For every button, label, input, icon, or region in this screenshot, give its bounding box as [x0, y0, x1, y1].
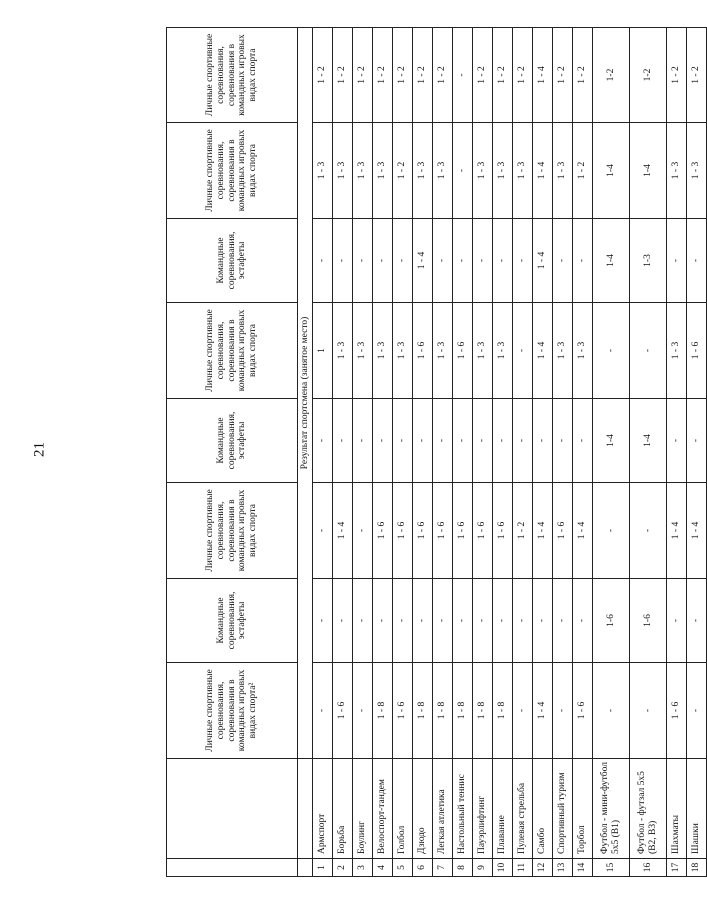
result-cell: 1 - 4: [333, 483, 353, 579]
result-cell: -: [553, 579, 573, 663]
table-row: [313, 28, 333, 877]
result-cell: 1 - 2: [413, 28, 433, 123]
row-number: 15: [593, 859, 630, 877]
result-cell: -: [433, 579, 453, 663]
result-cell: -: [573, 219, 593, 303]
row-number: 17: [667, 859, 687, 877]
sport-name: Шахматы: [667, 759, 687, 859]
result-cell: 1 - 4: [533, 123, 553, 219]
table-row: [413, 28, 433, 877]
result-cell: 1 - 8: [413, 663, 433, 759]
table-row: [453, 28, 473, 877]
result-cell: 1 - 3: [433, 303, 453, 399]
result-cell: 1 - 6: [413, 483, 433, 579]
table-row: [373, 28, 393, 877]
sport-name: Пулевая стрельба: [513, 759, 533, 859]
row-number: 8: [453, 859, 473, 877]
result-cell: -: [667, 579, 687, 663]
result-cell: 1 - 6: [473, 483, 493, 579]
row-number: 12: [533, 859, 553, 877]
result-cell: 1 - 3: [553, 303, 573, 399]
result-cell: -: [687, 579, 707, 663]
result-cell: 1 - 2: [313, 28, 333, 123]
table-row: [433, 28, 453, 877]
result-cell: -: [473, 579, 493, 663]
result-cell: 1-6: [630, 579, 667, 663]
result-cell: -: [333, 579, 353, 663]
header-num: [167, 859, 298, 877]
result-cell: 1 - 2: [393, 28, 413, 123]
row-number: 7: [433, 859, 453, 877]
result-cell: -: [493, 219, 513, 303]
result-cell: 1-3: [630, 219, 667, 303]
result-cell: -: [573, 399, 593, 483]
table-row: [493, 28, 513, 877]
result-cell: 1 - 4: [533, 483, 553, 579]
result-cell: 1 - 3: [493, 303, 513, 399]
results-table-rotated: [166, 28, 702, 877]
result-cell: 1: [313, 303, 333, 399]
table-row: [573, 28, 593, 877]
table-body: [313, 28, 707, 877]
row-number: 18: [687, 859, 707, 877]
result-cell: 1 - 6: [433, 483, 453, 579]
result-cell: -: [667, 219, 687, 303]
result-cell: -: [667, 399, 687, 483]
result-cell: 1 - 2: [353, 28, 373, 123]
result-cell: -: [573, 579, 593, 663]
result-cell: 1 - 6: [553, 483, 573, 579]
result-cell: -: [373, 579, 393, 663]
result-cell: -: [453, 123, 473, 219]
result-cell: 1 - 3: [553, 123, 573, 219]
result-cell: 1-4: [593, 219, 630, 303]
table-row: [593, 28, 630, 877]
table-subheader-row: [298, 28, 313, 877]
result-cell: 1 - 2: [473, 28, 493, 123]
result-cell: -: [687, 399, 707, 483]
result-cell: 1 - 2: [553, 28, 573, 123]
result-cell: 1 - 3: [333, 123, 353, 219]
result-cell: 1 - 4: [533, 303, 553, 399]
result-cell: 1 - 8: [493, 663, 513, 759]
result-cell: 1 - 3: [473, 303, 493, 399]
result-cell: -: [593, 303, 630, 399]
result-cell: 1 - 2: [513, 483, 533, 579]
result-cell: -: [333, 219, 353, 303]
result-cell: -: [553, 663, 573, 759]
result-cell: 1 - 6: [687, 303, 707, 399]
table-row: [393, 28, 413, 877]
sport-name: Самбо: [533, 759, 553, 859]
result-cell: 1 - 3: [573, 303, 593, 399]
result-cell: -: [453, 28, 473, 123]
result-cell: 1 - 8: [453, 663, 473, 759]
result-cell: 1 - 2: [573, 28, 593, 123]
result-cell: 1 - 8: [433, 663, 453, 759]
sport-name: Борьба: [333, 759, 353, 859]
result-cell: -: [630, 483, 667, 579]
result-cell: 1 - 4: [667, 483, 687, 579]
table-row: [630, 28, 667, 877]
result-cell: 1 - 3: [473, 123, 493, 219]
result-cell: -: [393, 399, 413, 483]
result-cell: 1 - 8: [373, 663, 393, 759]
row-number: 6: [413, 859, 433, 877]
result-cell: -: [313, 483, 333, 579]
result-cell: 1 - 3: [373, 123, 393, 219]
result-cell: 1 - 6: [453, 303, 473, 399]
result-cell: 1 - 4: [533, 28, 553, 123]
result-cell: -: [533, 579, 553, 663]
result-cell: 1-4: [593, 123, 630, 219]
header-team-1: Командные соревнования, эстафеты: [167, 579, 298, 663]
result-cell: 1 - 4: [533, 663, 553, 759]
result-cell: -: [373, 219, 393, 303]
result-cell: -: [493, 399, 513, 483]
result-cell: 1 - 6: [393, 483, 413, 579]
row-number: 1: [313, 859, 333, 877]
header-team-3: Командные соревнования, эстафеты: [167, 219, 298, 303]
result-cell: -: [593, 663, 630, 759]
result-cell: -: [453, 399, 473, 483]
result-cell: 1 - 6: [573, 663, 593, 759]
result-cell: -: [313, 219, 333, 303]
result-cell: -: [433, 399, 453, 483]
result-cell: 1 - 2: [513, 28, 533, 123]
result-cell: 1 - 6: [493, 483, 513, 579]
header-sport: [167, 759, 298, 859]
table-row: [553, 28, 573, 877]
row-number: 9: [473, 859, 493, 877]
result-cell: -: [687, 663, 707, 759]
result-cell: 1 - 3: [687, 123, 707, 219]
result-cell: -: [373, 399, 393, 483]
result-cell: 1 - 3: [393, 303, 413, 399]
row-number: 13: [553, 859, 573, 877]
result-cell: 1 - 8: [473, 663, 493, 759]
result-cell: 1 - 4: [533, 219, 553, 303]
table-header-row: [167, 28, 298, 877]
result-cell: -: [313, 663, 333, 759]
result-cell: -: [353, 579, 373, 663]
result-cell: -: [393, 219, 413, 303]
result-cell: -: [473, 219, 493, 303]
result-cell: -: [687, 219, 707, 303]
result-cell: -: [353, 399, 373, 483]
result-cell: 1 - 4: [573, 483, 593, 579]
result-cell: -: [413, 399, 433, 483]
result-cell: -: [630, 663, 667, 759]
result-cell: -: [353, 219, 373, 303]
result-cell: 1 - 3: [353, 303, 373, 399]
result-cell: -: [513, 219, 533, 303]
result-cell: -: [513, 663, 533, 759]
result-cell: 1 - 4: [413, 219, 433, 303]
sport-name: Футбол - мини-футбол 5x5 (В1): [593, 759, 630, 859]
result-cell: 1 - 6: [393, 663, 413, 759]
result-cell: 1 - 3: [667, 303, 687, 399]
header-personal-3: Личные спортивные соревнования, соревнования в командных игровых видах спорта: [167, 303, 298, 399]
result-cell: -: [473, 399, 493, 483]
result-cell: 1 - 3: [313, 123, 333, 219]
result-cell: 1 - 3: [333, 303, 353, 399]
result-cell: 1 - 4: [687, 483, 707, 579]
sport-name: Дзюдо: [413, 759, 433, 859]
result-cell: -: [393, 579, 413, 663]
result-cell: -: [413, 579, 433, 663]
result-cell: 1-4: [630, 399, 667, 483]
result-cell: 1 - 6: [333, 663, 353, 759]
table-row: [687, 28, 707, 877]
result-cell: -: [630, 303, 667, 399]
sport-name: Голбол: [393, 759, 413, 859]
result-cell: -: [493, 579, 513, 663]
sport-name: Торбол: [573, 759, 593, 859]
result-cell: 1 - 3: [353, 123, 373, 219]
sport-name: Футбол - футзал 5x5 (В2, В3): [630, 759, 667, 859]
sport-name: Пауэрлифтинг: [473, 759, 493, 859]
row-number: 11: [513, 859, 533, 877]
result-cell: 1 - 3: [433, 123, 453, 219]
result-cell: 1 - 2: [433, 28, 453, 123]
result-cell: -: [513, 303, 533, 399]
result-cell: 1-2: [593, 28, 630, 123]
table-row: [513, 28, 533, 877]
table-row: [473, 28, 493, 877]
result-cell: -: [553, 219, 573, 303]
subhead-spacer: [298, 859, 313, 877]
row-number: 5: [393, 859, 413, 877]
result-cell: -: [533, 399, 553, 483]
result-cell: 1-4: [593, 399, 630, 483]
result-cell: -: [553, 399, 573, 483]
result-cell: 1 - 6: [667, 663, 687, 759]
result-cell: 1 - 3: [513, 123, 533, 219]
row-number: 2: [333, 859, 353, 877]
result-cell: -: [513, 579, 533, 663]
row-number: 10: [493, 859, 513, 877]
sport-name: Легкая атлетика: [433, 759, 453, 859]
result-cell: -: [313, 399, 333, 483]
sport-name: Шашки: [687, 759, 707, 859]
result-cell: 1 - 6: [373, 483, 393, 579]
header-personal-2: Личные спортивные соревнования, соревнования в командных игровых видах спорта: [167, 483, 298, 579]
sport-name: Боулинг: [353, 759, 373, 859]
subheader-result: Результат спортсмена (занятое место): [298, 28, 313, 759]
header-personal-1: Личные спортивные соревнования, соревнования в командных игровых видах спорта²: [167, 663, 298, 759]
table-row: [333, 28, 353, 877]
row-number: 3: [353, 859, 373, 877]
header-team-2: Командные соревнования, эстафеты: [167, 399, 298, 483]
sport-name: Армспорт: [313, 759, 333, 859]
result-cell: 1-6: [593, 579, 630, 663]
sport-name: Велоспорт-тандем: [373, 759, 393, 859]
header-personal-4: Личные спортивные соревнования, соревнования в командных игровых видах спорта: [167, 123, 298, 219]
result-cell: -: [353, 483, 373, 579]
result-cell: -: [453, 579, 473, 663]
result-cell: 1-2: [630, 28, 667, 123]
result-cell: -: [453, 219, 473, 303]
result-cell: -: [333, 399, 353, 483]
results-table: [166, 27, 707, 877]
result-cell: -: [433, 219, 453, 303]
result-cell: 1 - 2: [333, 28, 353, 123]
result-cell: -: [593, 483, 630, 579]
result-cell: 1 - 2: [493, 28, 513, 123]
result-cell: 1 - 6: [413, 303, 433, 399]
result-cell: 1 - 3: [373, 303, 393, 399]
table-row: [667, 28, 687, 877]
subhead-spacer: [298, 759, 313, 859]
result-cell: -: [353, 663, 373, 759]
result-cell: 1 - 2: [373, 28, 393, 123]
row-number: 14: [573, 859, 593, 877]
row-number: 16: [630, 859, 667, 877]
result-cell: 1 - 2: [687, 28, 707, 123]
page-number: 21: [31, 442, 48, 457]
result-cell: -: [513, 399, 533, 483]
row-number: 4: [373, 859, 393, 877]
result-cell: 1 - 2: [393, 123, 413, 219]
result-cell: 1 - 3: [667, 123, 687, 219]
header-personal-5: Личные спортивные соревнования, соревнования в командных игровых видах спорта: [167, 28, 298, 123]
sport-name: Настольный теннис: [453, 759, 473, 859]
result-cell: 1 - 3: [493, 123, 513, 219]
sport-name: Спортивный туризм: [553, 759, 573, 859]
result-cell: 1-4: [630, 123, 667, 219]
table-row: [353, 28, 373, 877]
result-cell: 1 - 2: [573, 123, 593, 219]
result-cell: 1 - 2: [667, 28, 687, 123]
result-cell: 1 - 3: [413, 123, 433, 219]
table-row: [533, 28, 553, 877]
result-cell: 1 - 6: [453, 483, 473, 579]
sport-name: Плавание: [493, 759, 513, 859]
result-cell: -: [313, 579, 333, 663]
